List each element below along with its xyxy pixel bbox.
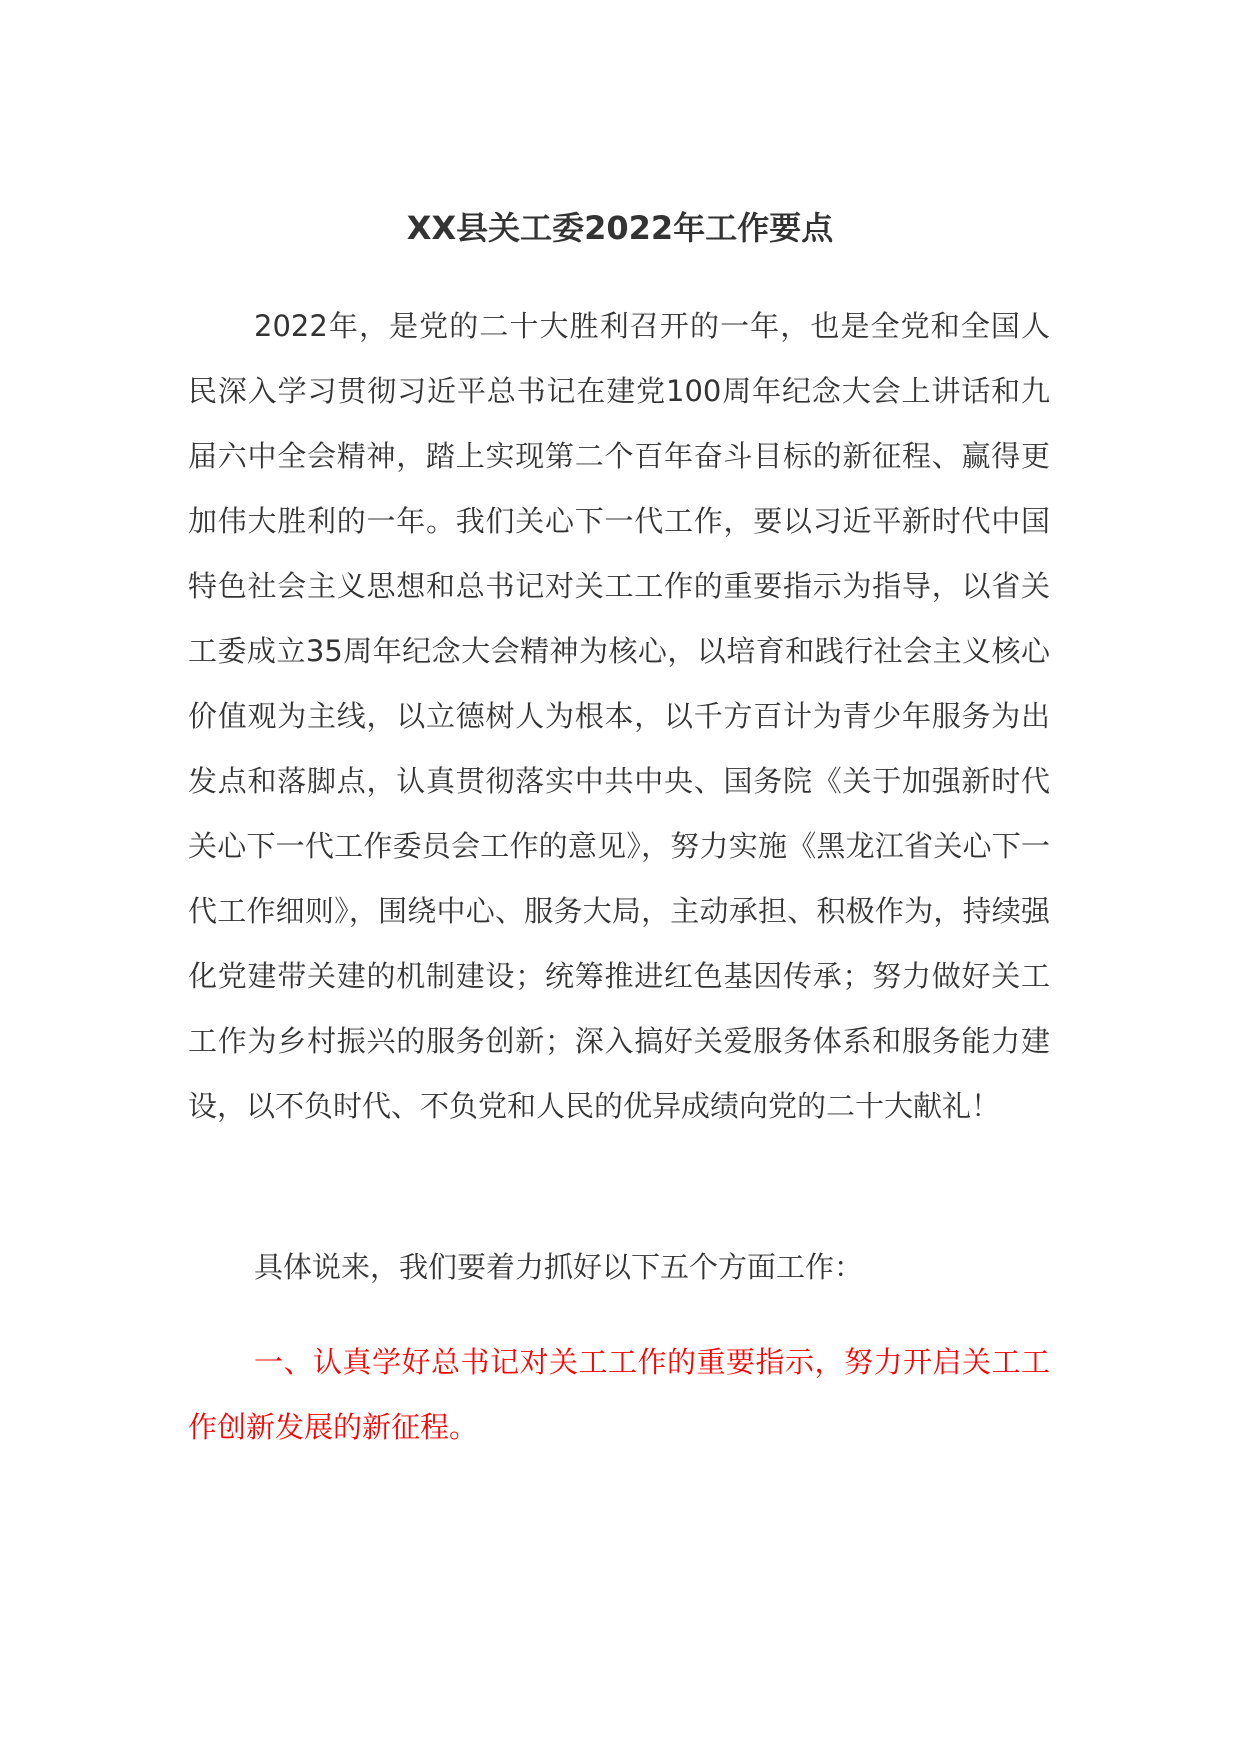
section-heading-1: 一、认真学好总书记对关工工作的重要指示，努力开启关工工作创新发展的新征程。 bbox=[188, 1345, 1050, 1444]
document-title: XX县关工委2022年工作要点 bbox=[406, 209, 834, 247]
intro-paragraph: 2022年，是党的二十大胜利召开的一年，也是全党和全国人民深入学习贯彻习近平总书记在建党100周年纪念大会上讲话和九届六中全会精神，踏上实现第二个百年奋斗目标的新征程、赢得更加伟大胜利的一年。我们关心下一代工作，要以习近平新时代中国特色社会主义思想和总书记对关工工作的重要指示为指导，以省关工委成立35周年纪念大会精神为核心，以培育和践行社会主义核心价值观为主线，以立德树人为根本，以千方百计为青少年服务为出发点和落脚点，认真贯彻落实中共中央、国务院《关于加强新时代关心下一代工作委员会工作的意见》，努力实施《黑龙江省关心下一代工作细则》，围绕中心、服务大局，主动承担、积极作为，持续强化党建带关建的机制建设；统筹推进红色基因传承；努力做好关工工作为乡村振兴的服务创新；深入搞好关爱服务体系和服务能力建设，以不负时代、不负党和人民的优异成绩向党的二十大献礼！ bbox=[188, 309, 1050, 1123]
summary-paragraph: 具体说来，我们要着力抓好以下五个方面工作： bbox=[254, 1250, 864, 1284]
